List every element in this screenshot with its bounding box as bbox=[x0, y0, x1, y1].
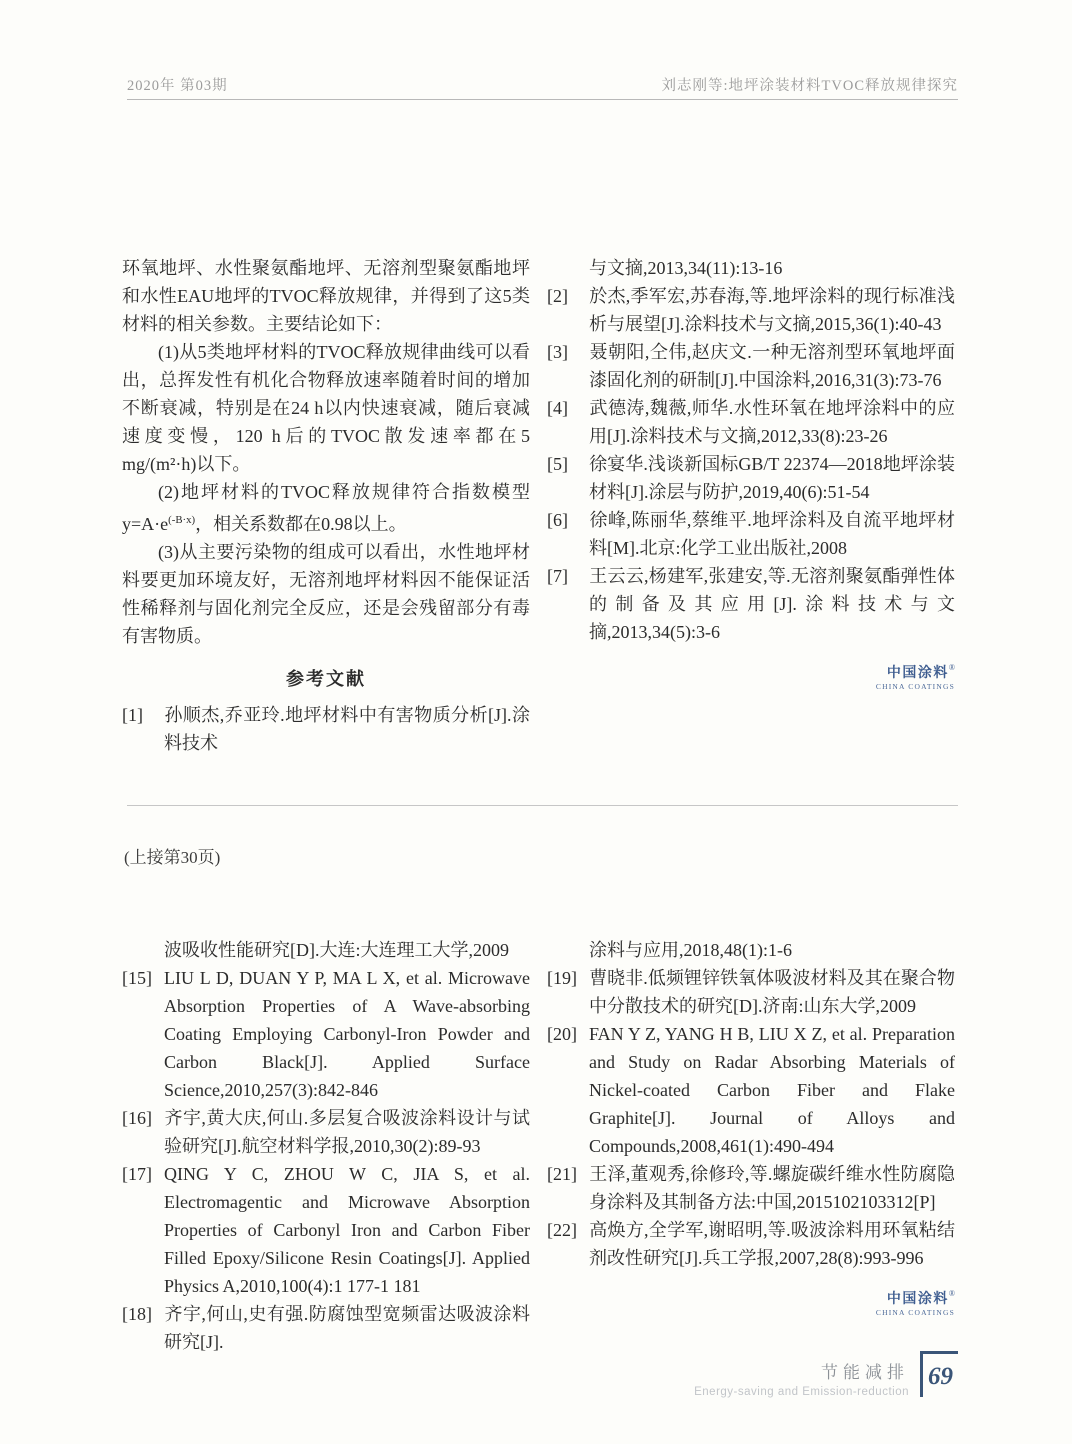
reference-text: FAN Y Z, YANG H B, LIU X Z, et al. Preparation and Study on Radar Absorbing Materials of Nickel-coated Carbon Fiber and Flake Graphite[J]. Journal of Alloys and Compounds,2008,461(1):490-494 bbox=[589, 1024, 955, 1156]
china-coatings-logo-en: CHINA COATINGS bbox=[875, 681, 955, 691]
reference-text: 於杰,季军宏,苏春海,等.地坪涂料的现行标准浅析与展望[J].涂料技术与文摘,2015,36(1):40-43 bbox=[589, 286, 955, 334]
reference-item-3 bbox=[547, 338, 955, 394]
bottom-article-section bbox=[122, 936, 958, 1356]
reference-text: 武德涛,魏薇,师华.水性环氧在地坪涂料中的应用[J].涂料技术与文摘,2012,33(8):23-26 bbox=[589, 398, 955, 446]
bottom-right-column bbox=[547, 936, 955, 1356]
reference-item-22 bbox=[547, 1216, 955, 1272]
reference-item-19 bbox=[547, 964, 955, 1020]
reference-item-17 bbox=[122, 1160, 530, 1300]
reference-number: [7] bbox=[547, 566, 568, 586]
reference-item-15 bbox=[122, 964, 530, 1104]
page-number: 69 bbox=[928, 1362, 953, 1390]
conclusion-paragraph-continued: 环氧地坪、水性聚氨酯地坪、无溶剂型聚氨酯地坪和水性EAU地坪的TVOC释放规律，并得到了这5类材料的相关参数。主要结论如下： bbox=[122, 258, 530, 334]
reference-number: [17] bbox=[122, 1164, 152, 1184]
reference-number: [4] bbox=[547, 398, 568, 418]
conclusion-point-3: (3)从主要污染物的组成可以看出，水性地坪材料要更加环境友好，无溶剂地坪材料因不能保证活性稀释剂与固化剂完全反应，还是会残留部分有毒有害物质。 bbox=[122, 542, 530, 646]
page-number-bracket bbox=[920, 1351, 958, 1397]
reference-text: 徐峰,陈丽华,蔡维平.地坪涂料及自流平地坪材料[M].北京:化学工业出版社,2008 bbox=[589, 510, 955, 558]
exponent-superscript: (-B·x) bbox=[168, 514, 196, 526]
conclusion-point-2-tail: ，相关系数都在0.98以上。 bbox=[195, 514, 407, 534]
top-right-column bbox=[547, 254, 955, 757]
reference-text: 曹晓非.低频锂锌铁氧体吸波材料及其在聚合物中分散技术的研究[D].济南:山东大学,2009 bbox=[589, 968, 955, 1016]
header-running-title: 刘志刚等:地坪涂装材料TVOC释放规律探究 bbox=[661, 78, 958, 94]
reference-item-4 bbox=[547, 394, 955, 450]
reference-item-16 bbox=[122, 1104, 530, 1160]
conclusion-point-2-text: (2)地坪材料的TVOC释放规律符合指数模型y=A·e bbox=[122, 482, 530, 534]
reference-item-5 bbox=[547, 450, 955, 506]
registered-mark-icon: ® bbox=[948, 663, 955, 672]
reference-item-18 bbox=[122, 1300, 530, 1356]
china-coatings-logo-en: CHINA COATINGS bbox=[875, 1307, 955, 1317]
header-issue: 2020年 第03期 bbox=[127, 78, 228, 94]
reference-text: LIU L D, DUAN Y P, MA L X, et al. Microwave Absorption Properties of A Wave-absorbing Coating Employing Carbonyl-Iron Powder and Carbon Black[J]. Applied Surface Science,2010,257(3):842-846 bbox=[164, 968, 530, 1100]
reference-item-6 bbox=[547, 506, 955, 562]
reference-number: [22] bbox=[547, 1220, 577, 1240]
reference-number: [2] bbox=[547, 286, 568, 306]
reference-number: [6] bbox=[547, 510, 568, 530]
reference-number: [15] bbox=[122, 968, 152, 988]
page-footer bbox=[694, 1351, 958, 1398]
reference-number: [1] bbox=[122, 705, 143, 725]
conclusion-point-1: (1)从5类地坪材料的TVOC释放规律曲线可以看出，总挥发性有机化合物释放速率随着时间的增加不断衰减，特别是在24 h以内快速衰减，随后衰减速度变慢，120 h后的TVOC散发速率都在5 mg/(m²·h)以下。 bbox=[122, 342, 530, 474]
footer-section-title-en: Energy-saving and Emission-reduction bbox=[694, 1386, 909, 1398]
conclusion-point-2 bbox=[122, 478, 530, 538]
reference-item-20 bbox=[547, 1020, 955, 1160]
reference-item-1 bbox=[122, 701, 530, 757]
reference-text: QING Y C, ZHOU W C, JIA S, et al. Electromagentic and Microwave Absorption Properties of Carbonyl Iron and Carbon Fiber Filled Epoxy/Silicone Resin Coatings[J]. Applied Physics A,2010,100(4):1 177-1 181 bbox=[164, 1164, 530, 1296]
reference-text: 聂朝阳,仝伟,赵庆文.一种无溶剂型环氧地坪面漆固化剂的研制[J].中国涂料,2016,31(3):73-76 bbox=[589, 342, 955, 390]
reference-text: 王云云,杨建军,张建安,等.无溶剂聚氨酯弹性体的制备及其应用[J].涂料技术与文摘,2013,34(5):3-6 bbox=[589, 566, 955, 642]
china-coatings-logo bbox=[547, 1288, 955, 1317]
china-coatings-logo bbox=[547, 662, 955, 691]
top-left-column bbox=[122, 254, 530, 757]
china-coatings-logo-cn: 中国涂料® bbox=[886, 663, 955, 681]
reference-continuation-line: 涂料与应用,2018,48(1):1-6 bbox=[589, 940, 792, 960]
continued-from-page-note: (上接第30页) bbox=[124, 848, 221, 867]
reference-number: [16] bbox=[122, 1108, 152, 1128]
reference-text: 徐宴华.浅谈新国标GB/T 22374—2018地坪涂装材料[J].涂层与防护,2019,40(6):51-54 bbox=[589, 454, 955, 502]
page-header bbox=[127, 74, 958, 95]
reference-number: [5] bbox=[547, 454, 568, 474]
references-heading: 参考文献 bbox=[286, 669, 366, 689]
reference-text: 齐宇,何山,史有强.防腐蚀型宽频雷达吸波涂料研究[J]. bbox=[164, 1304, 530, 1352]
footer-section-title-cn: 节能减排 bbox=[821, 1363, 909, 1382]
reference-text: 王泽,董观秀,徐修玲,等.螺旋碳纤维水性防腐隐身涂料及其制备方法:中国,2015102103312[P] bbox=[589, 1164, 955, 1212]
top-article-section bbox=[122, 254, 958, 757]
reference-item-7 bbox=[547, 562, 955, 646]
registered-mark-icon: ® bbox=[948, 1289, 955, 1298]
header-rule bbox=[127, 99, 958, 100]
reference-number: [20] bbox=[547, 1024, 577, 1044]
reference-text: 孙顺杰,乔亚玲.地坪材料中有害物质分析[J].涂料技术 bbox=[164, 705, 530, 753]
reference-number: [18] bbox=[122, 1304, 152, 1324]
reference-number: [3] bbox=[547, 342, 568, 362]
reference-item-21 bbox=[547, 1160, 955, 1216]
reference-continuation-line: 与文摘,2013,34(11):13-16 bbox=[589, 258, 783, 278]
reference-text: 高焕方,全学军,谢昭明,等.吸波涂料用环氧粘结剂改性研究[J].兵工学报,2007,28(8):993-996 bbox=[589, 1220, 955, 1268]
reference-item-2 bbox=[547, 282, 955, 338]
reference-number: [21] bbox=[547, 1164, 577, 1184]
article-divider-rule bbox=[127, 805, 958, 806]
china-coatings-logo-cn: 中国涂料® bbox=[886, 1289, 955, 1307]
reference-text: 齐宇,黄大庆,何山.多层复合吸波涂料设计与试验研究[J].航空材料学报,2010,30(2):89-93 bbox=[164, 1108, 530, 1156]
footer-section-labels bbox=[694, 1351, 909, 1398]
bottom-left-column bbox=[122, 936, 530, 1356]
reference-continuation-line: 波吸收性能研究[D].大连:大连理工大学,2009 bbox=[164, 940, 509, 960]
reference-number: [19] bbox=[547, 968, 577, 988]
